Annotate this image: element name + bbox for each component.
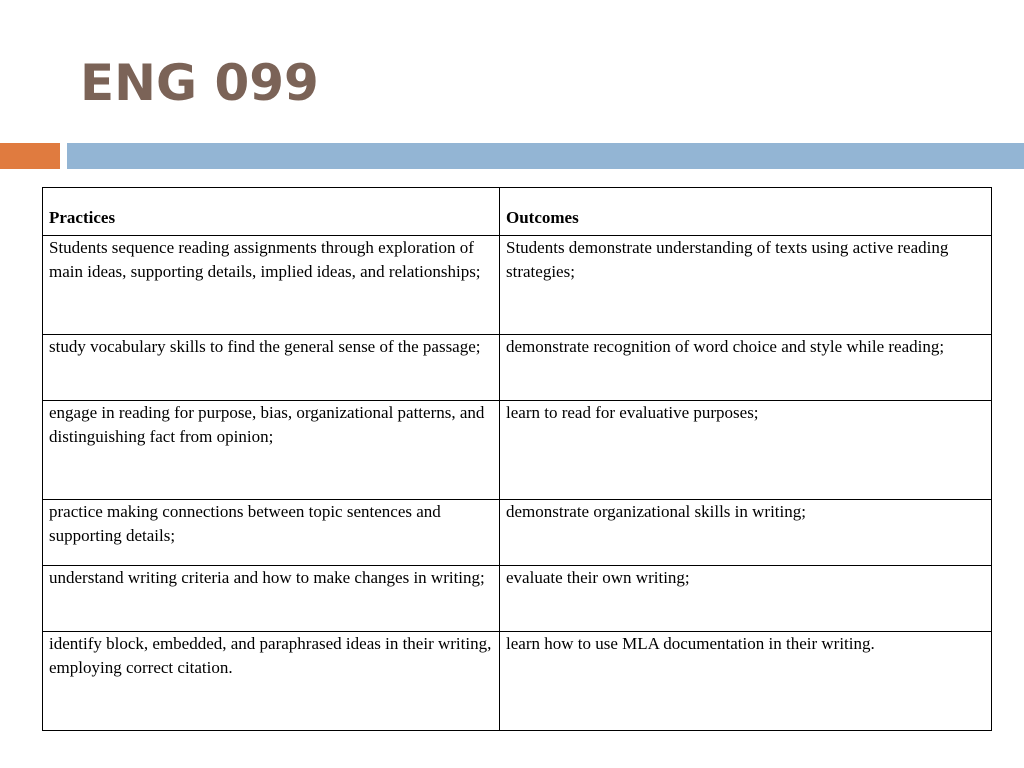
practice-cell: understand writing criteria and how to make changes in writing; — [43, 566, 500, 632]
practice-cell: engage in reading for purpose, bias, organizational patterns, and distinguishing fact from opinion; — [43, 401, 500, 500]
header-outcomes: Outcomes — [500, 188, 992, 236]
outcome-cell: evaluate their own writing; — [500, 566, 992, 632]
table-row — [43, 500, 992, 566]
table-row — [43, 632, 992, 731]
outcome-cell: demonstrate recognition of word choice and style while reading; — [500, 335, 992, 401]
practice-cell: study vocabulary skills to find the general sense of the passage; — [43, 335, 500, 401]
header-practices: Practices — [43, 188, 500, 236]
table-row — [43, 335, 992, 401]
practice-cell: identify block, embedded, and paraphrased ideas in their writing, employing correct citation. — [43, 632, 500, 731]
outcome-cell: learn to read for evaluative purposes; — [500, 401, 992, 500]
practice-cell: practice making connections between topic sentences and supporting details; — [43, 500, 500, 566]
practices-outcomes-table — [42, 187, 992, 731]
slide-title: ENG 099 — [80, 54, 319, 112]
table-header-row — [43, 188, 992, 236]
outcome-cell: learn how to use MLA documentation in their writing. — [500, 632, 992, 731]
outcome-cell: Students demonstrate understanding of texts using active reading strategies; — [500, 236, 992, 335]
accent-bar-orange — [0, 143, 60, 169]
table-row — [43, 236, 992, 335]
practice-cell: Students sequence reading assignments through exploration of main ideas, supporting details, implied ideas, and relationships; — [43, 236, 500, 335]
table-row — [43, 401, 992, 500]
table-row — [43, 566, 992, 632]
outcome-cell: demonstrate organizational skills in writing; — [500, 500, 992, 566]
accent-bar-blue — [67, 143, 1024, 169]
